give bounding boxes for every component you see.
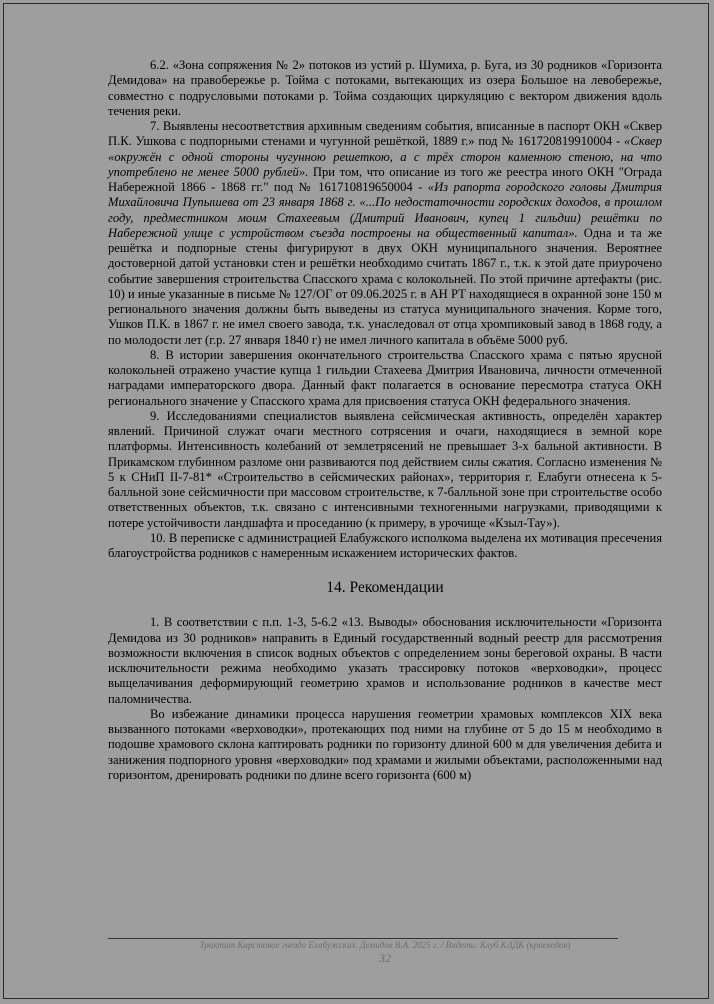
paragraph-7-text-2: При том, что описание из того же реестра иного ОКН "Ограда Набережной 1866 - 1868 гг." под № 161710819650004 - xyxy=(108,164,662,194)
paragraph-7-quote-1: «Сквер «окружён с одной стороны чугунною решеткою, а с трёх сторон каменною стеною, на что употреблено не менее 5000 рублей». xyxy=(108,134,662,179)
paragraph-7 xyxy=(108,119,662,348)
recommendation-1: 1. В соответствии с п.п. 1-3, 5-6.2 «13. Выводы» обоснования исключительности «Горизонта Демидова из 30 родников» направить в Единый государственный водный реестр для рассмотрения возможности включения в список водных объектов с определением зоны береговой охраны. В части исключительности режима необходимо указать трассировку потоков «верховодки», процесс выщелачивания деформирующий геометрию храмов и использование родников в качестве мест паломничества. xyxy=(108,615,662,706)
paragraph-8: 8. В истории завершения окончательного строительства Спасского храма с пятью ярусной колокольней отражено участие купца 1 гильдии Стахеева Дмитрия Ивановича, личности отмеченной наградами императорского двора. Данный факт полагается в основание пересмотра статуса ОКН регионального значение у Спасского храма для присвоения статуса ОКН федерального значения. xyxy=(108,347,662,408)
paragraph-10: 10. В переписке с администрацией Елабужского исполкома выделена их мотивация пресечения благоустройства родников с намеренным искажением исторических фактов. xyxy=(108,530,662,560)
paragraph-7-quote-2: «Из рапорта городского головы Дмитрия Михайловича Пупышева от 23 января 1868 г. «...По недостаточности городских доходов, в прошлом году, предместником моим Стахеевым (Дмитрий Иванович, купец 1 гильдии) решётки по Набережной улице с устройством съезда построены на общественный капитал». xyxy=(108,180,662,240)
document-body xyxy=(108,58,662,783)
paragraph-7-text-3: Одна и та же решётка и подпорные стены фигурируют в двух ОКН муниципального значения. Вероятнее достоверной датой установки стен и решётки необходимо считать 1867 г., т.к. к этой дате приурочено событие завершения строительства Спасского храма с колокольней. По этой причине артефакты (рис. 10) и иные указанные в письме № 127/ОГ от 09.06.2025 г. в АН РТ находящиеся в охранной зоне 150 м регионального значения должны быть выведены из статуса муниципального значения. Корме того, Ушков П.К. в 1867 г. не имел своего завода, т.к. унаследовал от отца хромпиковый завод в 1868 году, а по молодости лет (г.р. 27 января 1840 г) не имел личного капитала в объёме 5000 руб. xyxy=(108,225,662,347)
document-page xyxy=(3,3,709,999)
section-heading: 14. Рекомендации xyxy=(326,579,444,597)
footer-caption: Трактат Карстовое гнездо Елабужских. Демидов В.А. 2025 г. / Видеть: Клуб КЛДК (краеведов) xyxy=(199,940,571,950)
paragraph-9: 9. Исследованиями специалистов выявлена сейсмическая активность, определён характер явлений. Причиной служат очаги местного сотрясения и очаги, находящиеся в земной коре платформы. Интенсивность колебаний от землетрясений не превышает 3-х бальной активности. В Прикамском глубинном разломе они развиваются под действием силы сжатия. Согласно изменения № 5 к СНиП II-7-81* «Строительство в сейсмических районах», территория г. Елабуги отнесена к 5-балльной зоне сейсмичности при массовом строительстве, к 7-балльной зоне при строительстве особо ответственных объектов, т.к. связано с интенсивными техногенными нагрузками, приводящими к потере устойчивости ландшафта и проседанию (к примеру, в урочище «Кзыл-Тау»). xyxy=(108,408,662,530)
paragraph-6-2: 6.2. «Зона сопряжения № 2» потоков из устий р. Шумиха, р. Буга, из 30 родников «Горизонта Демидова» на правобережье р. Тойма с потоками, вытекающих из озера Большое на левобережье, совместно с подрусловыми потоками р. Тойма создающих циркуляцию с вектором движения вдоль течения реки. xyxy=(108,58,662,118)
footer-divider xyxy=(108,938,618,939)
paragraph-7-text-1: 7. Выявлены несоответствия архивным сведениям события, вписанные в паспорт ОКН «Сквер П.К. Ушкова с подпорными стенами и чугунной решёткой, 1889 г.» под № 161720819910004 - xyxy=(108,119,662,149)
recommendation-2: Во избежание динамики процесса нарушения геометрии храмовых комплексов XIX века вызванного потоками «верховодки», протекающих под ними на глубине от 5 до 15 м необходимо в подошве храмового склона каптировать родники по горизонту длиной 600 м для увеличения дебита и занижения подпорного уровня «верховодки» под храмами и жилыми объектами, расположенными над горизонтом, дренировать родники по длине всего горизонта (600 м) xyxy=(108,706,662,782)
page-number: 32 xyxy=(379,951,391,965)
